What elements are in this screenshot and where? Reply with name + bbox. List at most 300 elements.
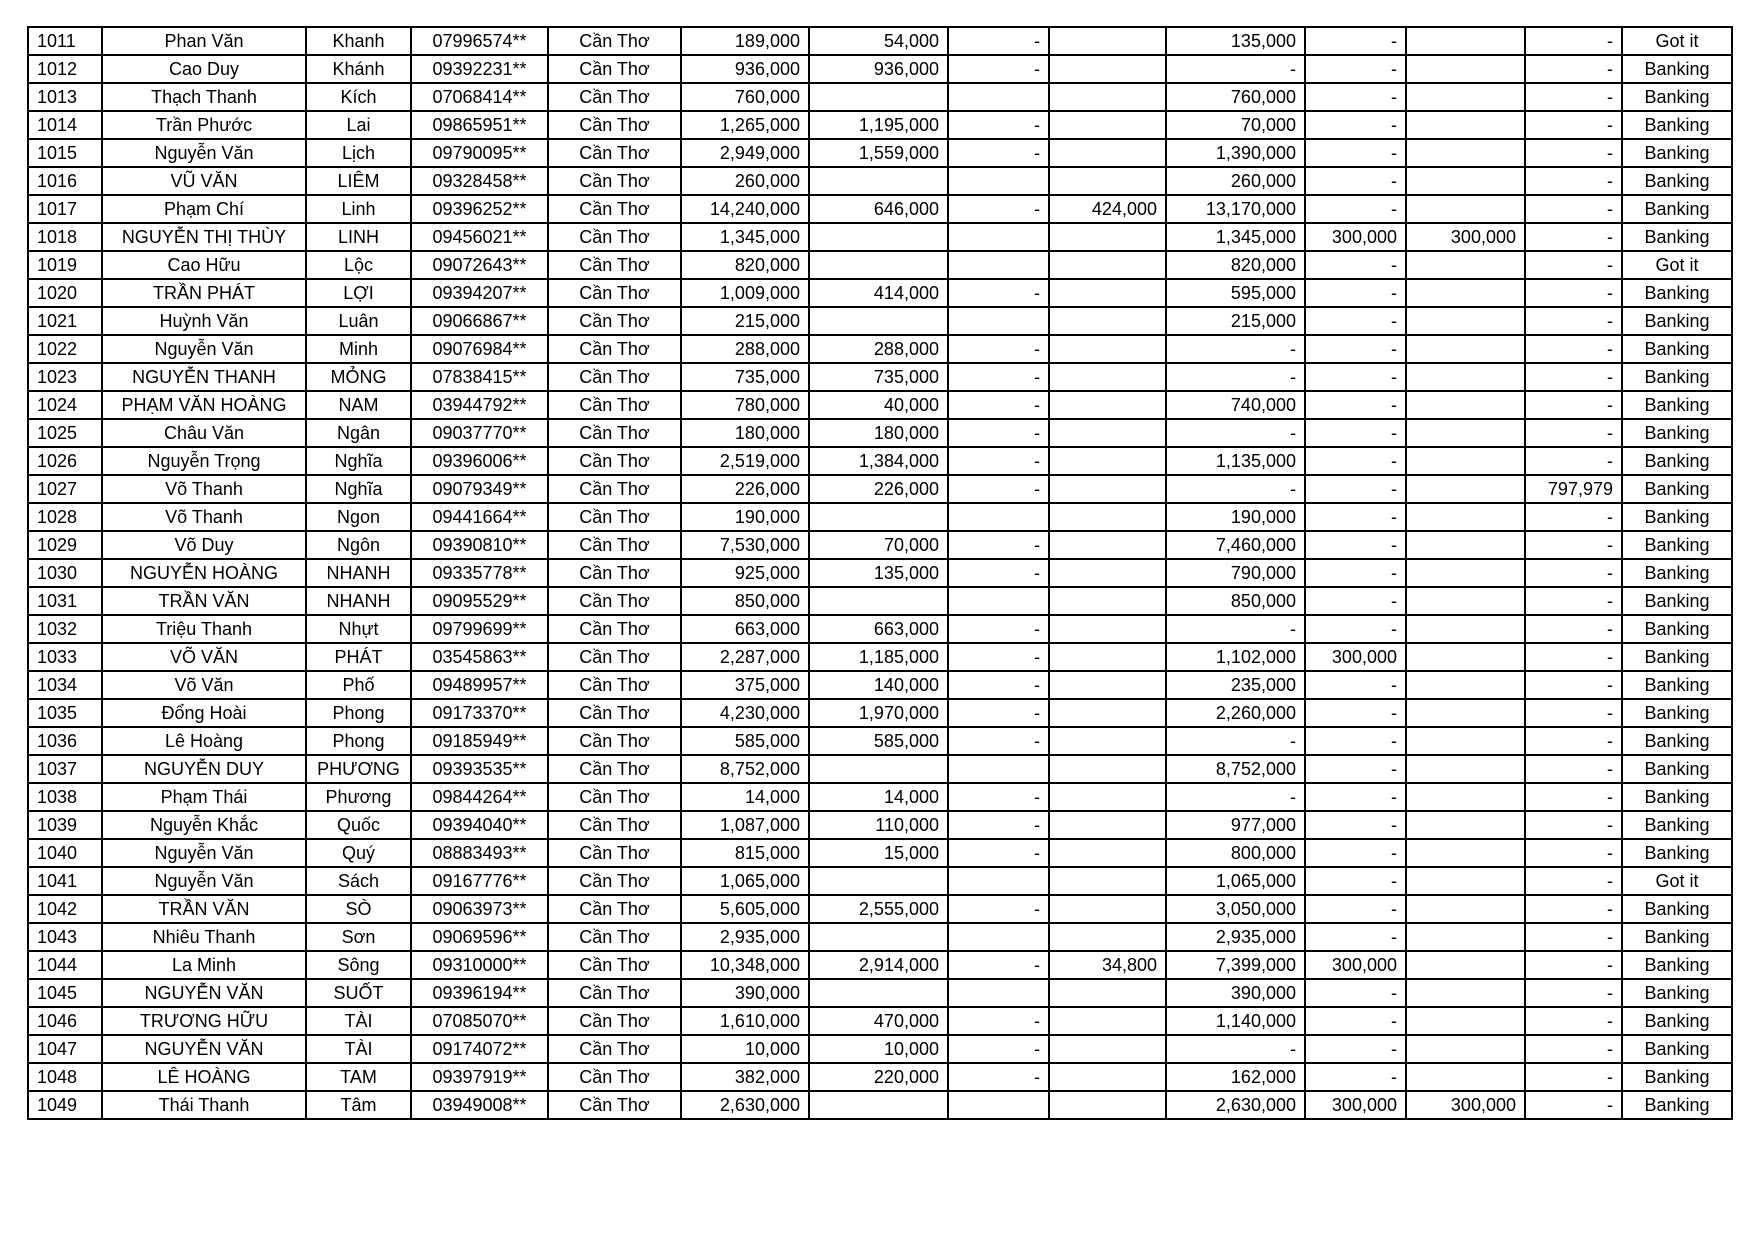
cell-amount-e: - [1305,503,1406,531]
cell-amount-c [1049,727,1166,755]
cell-amount-f [1406,1063,1525,1091]
cell-amount-g: - [1525,699,1622,727]
cell-amount-b [948,1091,1049,1119]
cell-amount-e: - [1305,363,1406,391]
cell-amount-e: - [1305,727,1406,755]
cell-row-number: 1045 [28,979,102,1007]
cell-payment-method: Banking [1622,811,1732,839]
cell-phone: 09396252** [411,195,548,223]
cell-given-name: Phong [306,699,411,727]
cell-payment-method: Banking [1622,615,1732,643]
cell-amount-a: 470,000 [809,1007,948,1035]
cell-phone: 07996574** [411,27,548,55]
cell-phone: 09393535** [411,755,548,783]
cell-row-number: 1015 [28,139,102,167]
cell-phone: 09790095** [411,139,548,167]
cell-amount-b [948,503,1049,531]
cell-payment-method: Banking [1622,447,1732,475]
cell-amount-e: - [1305,447,1406,475]
cell-province: Cần Thơ [548,111,681,139]
cell-surname-middle: Nguyễn Trọng [102,447,306,475]
cell-payment-method: Banking [1622,335,1732,363]
cell-amount-c [1049,83,1166,111]
table-row [28,391,1732,419]
cell-payment-method: Banking [1622,111,1732,139]
cell-given-name: Nhựt [306,615,411,643]
table-row [28,139,1732,167]
cell-amount-e: - [1305,895,1406,923]
cell-amount-g: - [1525,363,1622,391]
cell-surname-middle: NGUYỄN VĂN [102,979,306,1007]
cell-amount-d: 800,000 [1166,839,1305,867]
cell-row-number: 1026 [28,447,102,475]
cell-payment-method: Banking [1622,727,1732,755]
cell-amount-d: 2,260,000 [1166,699,1305,727]
cell-row-number: 1023 [28,363,102,391]
cell-payment-method: Banking [1622,167,1732,195]
cell-amount-c [1049,335,1166,363]
cell-phone: 09185949** [411,727,548,755]
table-row [28,447,1732,475]
cell-amount-c [1049,55,1166,83]
cell-amount-g: - [1525,811,1622,839]
cell-row-number: 1031 [28,587,102,615]
cell-total-amount: 10,000 [681,1035,809,1063]
cell-phone: 09844264** [411,783,548,811]
cell-amount-f [1406,279,1525,307]
cell-payment-method: Banking [1622,979,1732,1007]
cell-row-number: 1034 [28,671,102,699]
cell-phone: 09335778** [411,559,548,587]
cell-amount-e: - [1305,27,1406,55]
cell-amount-c [1049,279,1166,307]
cell-given-name: Quốc [306,811,411,839]
cell-amount-b: - [948,951,1049,979]
cell-amount-g: - [1525,419,1622,447]
cell-surname-middle: Nguyễn Văn [102,867,306,895]
cell-amount-c [1049,615,1166,643]
cell-amount-b: - [948,811,1049,839]
cell-phone: 09063973** [411,895,548,923]
cell-surname-middle: Triệu Thanh [102,615,306,643]
table-row [28,783,1732,811]
cell-total-amount: 2,519,000 [681,447,809,475]
cell-province: Cần Thơ [548,223,681,251]
cell-given-name: TÀI [306,1007,411,1035]
cell-row-number: 1017 [28,195,102,223]
cell-amount-c [1049,1091,1166,1119]
cell-amount-d: 235,000 [1166,671,1305,699]
table-row [28,335,1732,363]
table-row [28,839,1732,867]
cell-payment-method: Banking [1622,1035,1732,1063]
cell-amount-a [809,587,948,615]
cell-amount-b: - [948,1035,1049,1063]
table-row [28,55,1732,83]
cell-surname-middle: Châu Văn [102,419,306,447]
cell-surname-middle: NGUYỄN THANH [102,363,306,391]
cell-amount-g: - [1525,615,1622,643]
cell-payment-method: Banking [1622,783,1732,811]
cell-amount-d: 1,102,000 [1166,643,1305,671]
cell-total-amount: 820,000 [681,251,809,279]
cell-phone: 09037770** [411,419,548,447]
cell-surname-middle: Nguyễn Khắc [102,811,306,839]
cell-given-name: Lịch [306,139,411,167]
cell-given-name: Sơn [306,923,411,951]
cell-row-number: 1029 [28,531,102,559]
cell-amount-a: 70,000 [809,531,948,559]
table-row [28,251,1732,279]
cell-amount-c [1049,391,1166,419]
cell-row-number: 1027 [28,475,102,503]
cell-row-number: 1033 [28,643,102,671]
cell-phone: 03944792** [411,391,548,419]
cell-amount-f [1406,559,1525,587]
table-row [28,811,1732,839]
cell-amount-f [1406,1035,1525,1063]
cell-amount-b: - [948,699,1049,727]
table-row [28,755,1732,783]
cell-province: Cần Thơ [548,531,681,559]
cell-amount-c [1049,559,1166,587]
cell-amount-e: - [1305,1007,1406,1035]
cell-amount-c [1049,587,1166,615]
cell-given-name: Ngân [306,419,411,447]
cell-amount-d: - [1166,475,1305,503]
cell-amount-b: - [948,559,1049,587]
cell-total-amount: 1,087,000 [681,811,809,839]
cell-amount-a: 180,000 [809,419,948,447]
cell-surname-middle: TRẦN VĂN [102,587,306,615]
cell-amount-g: - [1525,55,1622,83]
cell-phone: 09076984** [411,335,548,363]
cell-amount-g: - [1525,1063,1622,1091]
cell-row-number: 1013 [28,83,102,111]
cell-total-amount: 1,065,000 [681,867,809,895]
cell-given-name: NHANH [306,559,411,587]
cell-amount-g: - [1525,895,1622,923]
cell-amount-c [1049,895,1166,923]
cell-amount-f [1406,699,1525,727]
cell-phone: 09079349** [411,475,548,503]
cell-payment-method: Got it [1622,27,1732,55]
cell-surname-middle: Cao Hữu [102,251,306,279]
cell-amount-d: - [1166,335,1305,363]
cell-amount-f [1406,335,1525,363]
cell-amount-e: - [1305,783,1406,811]
cell-phone: 09173370** [411,699,548,727]
cell-amount-g: - [1525,195,1622,223]
cell-total-amount: 190,000 [681,503,809,531]
cell-surname-middle: PHẠM VĂN HOÀNG [102,391,306,419]
cell-province: Cần Thơ [548,755,681,783]
cell-amount-e: - [1305,1035,1406,1063]
cell-total-amount: 850,000 [681,587,809,615]
cell-province: Cần Thơ [548,783,681,811]
cell-surname-middle: Nguyễn Văn [102,839,306,867]
cell-amount-a [809,167,948,195]
cell-amount-f [1406,979,1525,1007]
cell-given-name: Phương [306,783,411,811]
cell-amount-f [1406,111,1525,139]
cell-phone: 09174072** [411,1035,548,1063]
table-row [28,419,1732,447]
cell-given-name: PHÁT [306,643,411,671]
cell-row-number: 1011 [28,27,102,55]
cell-amount-a [809,251,948,279]
cell-amount-c [1049,307,1166,335]
cell-province: Cần Thơ [548,895,681,923]
cell-phone: 03545863** [411,643,548,671]
cell-amount-f [1406,755,1525,783]
cell-amount-b: - [948,279,1049,307]
cell-province: Cần Thơ [548,139,681,167]
cell-row-number: 1032 [28,615,102,643]
cell-row-number: 1016 [28,167,102,195]
cell-amount-b: - [948,643,1049,671]
cell-amount-g: - [1525,223,1622,251]
cell-given-name: Minh [306,335,411,363]
cell-amount-d: 8,752,000 [1166,755,1305,783]
cell-amount-b: - [948,195,1049,223]
cell-amount-e: - [1305,419,1406,447]
cell-given-name: Ngon [306,503,411,531]
cell-amount-e: - [1305,139,1406,167]
cell-amount-c [1049,139,1166,167]
cell-amount-a: 646,000 [809,195,948,223]
cell-amount-b: - [948,783,1049,811]
cell-amount-d: 1,390,000 [1166,139,1305,167]
cell-amount-a: 1,185,000 [809,643,948,671]
cell-given-name: PHƯƠNG [306,755,411,783]
cell-given-name: Khanh [306,27,411,55]
cell-amount-d: 215,000 [1166,307,1305,335]
cell-payment-method: Got it [1622,251,1732,279]
cell-payment-method: Banking [1622,279,1732,307]
cell-given-name: Kích [306,83,411,111]
cell-amount-b: - [948,1063,1049,1091]
cell-phone: 09396194** [411,979,548,1007]
table-row [28,1063,1732,1091]
table-row [28,727,1732,755]
cell-province: Cần Thơ [548,195,681,223]
cell-province: Cần Thơ [548,727,681,755]
cell-amount-d: 162,000 [1166,1063,1305,1091]
cell-total-amount: 1,265,000 [681,111,809,139]
cell-amount-g: - [1525,83,1622,111]
cell-given-name: NAM [306,391,411,419]
cell-payment-method: Banking [1622,139,1732,167]
cell-surname-middle: VÕ VĂN [102,643,306,671]
cell-province: Cần Thơ [548,867,681,895]
cell-amount-a: 2,914,000 [809,951,948,979]
cell-amount-g: - [1525,1091,1622,1119]
cell-amount-c [1049,811,1166,839]
cell-amount-a: 585,000 [809,727,948,755]
table-row [28,1035,1732,1063]
cell-phone: 07838415** [411,363,548,391]
cell-amount-f [1406,923,1525,951]
cell-total-amount: 2,287,000 [681,643,809,671]
cell-amount-g: - [1525,111,1622,139]
cell-amount-b [948,223,1049,251]
cell-province: Cần Thơ [548,27,681,55]
cell-amount-f [1406,139,1525,167]
table-row [28,83,1732,111]
cell-given-name: Linh [306,195,411,223]
cell-amount-d: 7,460,000 [1166,531,1305,559]
cell-amount-b [948,755,1049,783]
cell-surname-middle: Phan Văn [102,27,306,55]
cell-amount-c [1049,755,1166,783]
cell-phone: 08883493** [411,839,548,867]
cell-province: Cần Thơ [548,391,681,419]
cell-row-number: 1049 [28,1091,102,1119]
cell-amount-f: 300,000 [1406,223,1525,251]
cell-phone: 09095529** [411,587,548,615]
cell-amount-b: - [948,335,1049,363]
cell-amount-c [1049,503,1166,531]
cell-amount-b: - [948,139,1049,167]
cell-amount-a: 414,000 [809,279,948,307]
table-row [28,867,1732,895]
cell-amount-b: - [948,475,1049,503]
cell-payment-method: Banking [1622,895,1732,923]
cell-amount-c [1049,979,1166,1007]
cell-amount-f [1406,391,1525,419]
cell-given-name: LINH [306,223,411,251]
cell-total-amount: 815,000 [681,839,809,867]
cell-total-amount: 1,009,000 [681,279,809,307]
cell-amount-d: 135,000 [1166,27,1305,55]
cell-surname-middle: Lê Hoàng [102,727,306,755]
cell-amount-c: 424,000 [1049,195,1166,223]
cell-amount-b: - [948,55,1049,83]
cell-row-number: 1025 [28,419,102,447]
cell-total-amount: 1,345,000 [681,223,809,251]
cell-province: Cần Thơ [548,55,681,83]
cell-amount-g: - [1525,755,1622,783]
cell-payment-method: Banking [1622,1063,1732,1091]
table-row [28,643,1732,671]
cell-surname-middle: La Minh [102,951,306,979]
cell-amount-c [1049,475,1166,503]
table-row [28,363,1732,391]
table-row [28,1007,1732,1035]
table-row [28,223,1732,251]
cell-amount-b: - [948,1007,1049,1035]
cell-amount-a [809,307,948,335]
cell-row-number: 1020 [28,279,102,307]
cell-total-amount: 936,000 [681,55,809,83]
cell-amount-b: - [948,615,1049,643]
cell-amount-a: 1,195,000 [809,111,948,139]
cell-phone: 09394207** [411,279,548,307]
cell-surname-middle: Thạch Thanh [102,83,306,111]
cell-amount-f [1406,447,1525,475]
cell-surname-middle: TRƯƠNG HỮU [102,1007,306,1035]
cell-province: Cần Thơ [548,587,681,615]
cell-amount-e: - [1305,559,1406,587]
cell-amount-f [1406,783,1525,811]
cell-amount-e: - [1305,923,1406,951]
cell-amount-c [1049,251,1166,279]
cell-payment-method: Banking [1622,1091,1732,1119]
cell-amount-a: 936,000 [809,55,948,83]
cell-surname-middle: Nguyễn Văn [102,335,306,363]
cell-amount-c [1049,111,1166,139]
cell-amount-b [948,979,1049,1007]
cell-surname-middle: NGUYỄN HOÀNG [102,559,306,587]
cell-amount-b [948,867,1049,895]
cell-amount-e: 300,000 [1305,1091,1406,1119]
cell-phone: 09069596** [411,923,548,951]
cell-total-amount: 5,605,000 [681,895,809,923]
cell-amount-b: - [948,363,1049,391]
cell-amount-c [1049,531,1166,559]
cell-amount-a [809,923,948,951]
cell-amount-d: - [1166,363,1305,391]
cell-phone: 09310000** [411,951,548,979]
cell-amount-f [1406,475,1525,503]
table-row [28,307,1732,335]
table-row [28,671,1732,699]
cell-amount-c [1049,27,1166,55]
cell-amount-g: - [1525,531,1622,559]
cell-province: Cần Thơ [548,643,681,671]
cell-amount-g: - [1525,251,1622,279]
cell-amount-f [1406,27,1525,55]
cell-payment-method: Got it [1622,867,1732,895]
cell-phone: 09489957** [411,671,548,699]
cell-amount-g: - [1525,979,1622,1007]
cell-amount-g: - [1525,951,1622,979]
table-row [28,27,1732,55]
cell-amount-b: - [948,895,1049,923]
cell-amount-f [1406,727,1525,755]
cell-surname-middle: Võ Văn [102,671,306,699]
cell-province: Cần Thơ [548,951,681,979]
cell-total-amount: 189,000 [681,27,809,55]
cell-total-amount: 260,000 [681,167,809,195]
cell-amount-b: - [948,391,1049,419]
cell-amount-g: - [1525,27,1622,55]
cell-total-amount: 1,610,000 [681,1007,809,1035]
table-body [28,27,1732,1119]
cell-total-amount: 780,000 [681,391,809,419]
cell-amount-g: - [1525,335,1622,363]
cell-total-amount: 2,935,000 [681,923,809,951]
cell-given-name: Sông [306,951,411,979]
cell-total-amount: 925,000 [681,559,809,587]
cell-amount-a: 135,000 [809,559,948,587]
cell-amount-d: 70,000 [1166,111,1305,139]
cell-amount-a: 2,555,000 [809,895,948,923]
cell-amount-d: 740,000 [1166,391,1305,419]
cell-row-number: 1014 [28,111,102,139]
cell-amount-d: 1,140,000 [1166,1007,1305,1035]
cell-surname-middle: NGUYỄN THỊ THÙY [102,223,306,251]
cell-row-number: 1038 [28,783,102,811]
cell-province: Cần Thơ [548,167,681,195]
cell-amount-b: - [948,727,1049,755]
cell-total-amount: 226,000 [681,475,809,503]
cell-amount-b [948,83,1049,111]
cell-total-amount: 760,000 [681,83,809,111]
table-row [28,951,1732,979]
cell-amount-a: 288,000 [809,335,948,363]
